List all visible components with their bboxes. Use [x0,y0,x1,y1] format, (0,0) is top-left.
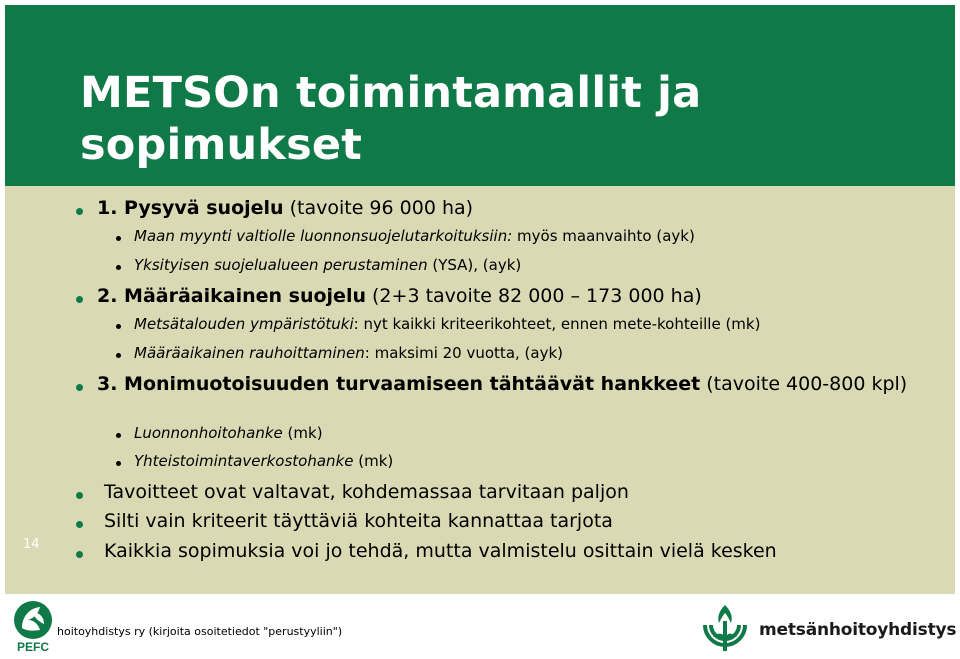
section-3-heading: 3. Monimuotoisuuden turvaamiseen tähtäävät hankkeet (tavoite 400-800 kpl) [97,373,908,395]
page-number: 14 [23,537,40,552]
slide-title: METSOn toimintamallit ja sopimukset [80,68,702,170]
section-2-heading: 2. Määräaikainen suojelu (2+3 tavoite 82 000 – 173 000 ha) [97,285,702,307]
footer-address: hoitoyhdistys ry (kirjoita osoitetiedot "perustyyliin") [57,625,343,638]
title-bar [5,5,955,186]
mhy-wordmark: metsänhoitoyhdistys [759,620,957,640]
slide: METSOn toimintamallit ja sopimukset 1. Pysyvä suojelu (tavoite 96 000 ha) Maan myynti valtiolle luonnonsuojelutarkoituksiin: myös maanvaihto (ayk) Yksityisen suojelualueen perustaminen (YSA), (ayk) 2. Määräaikainen suojelu (2+3 tavoite 82 000 – 173 000 ha) Metsätalouden ympäristötuki: nyt kaikki kriteerikohteet, ennen mete-kohteille (mk) Määräaikainen rauhoittaminen: maksimi 20 vuotta, (ayk) 3. Monimuotoisuuden turvaamiseen tähtäävät hankkeet (tavoite 400-800 kpl) Luonnonhoitohanke (mk) Yhteistoimintaverkostohanke (mk) Tavoitteet ovat valtavat, kohdemassaa tarvitaan paljon Silti vain kriteerit täyttäviä kohteita kannattaa tarjota Kaikkia sopimuksia voi jo tehdä, mutta valmistelu osittain vielä kesken 14 [5,5,955,594]
pefc-logo-icon [8,598,58,654]
section-1-heading: 1. Pysyvä suojelu (tavoite 96 000 ha) [97,197,474,219]
svg-text:PEFC: PEFC [16,640,50,654]
mhy-logo-icon [701,601,749,655]
